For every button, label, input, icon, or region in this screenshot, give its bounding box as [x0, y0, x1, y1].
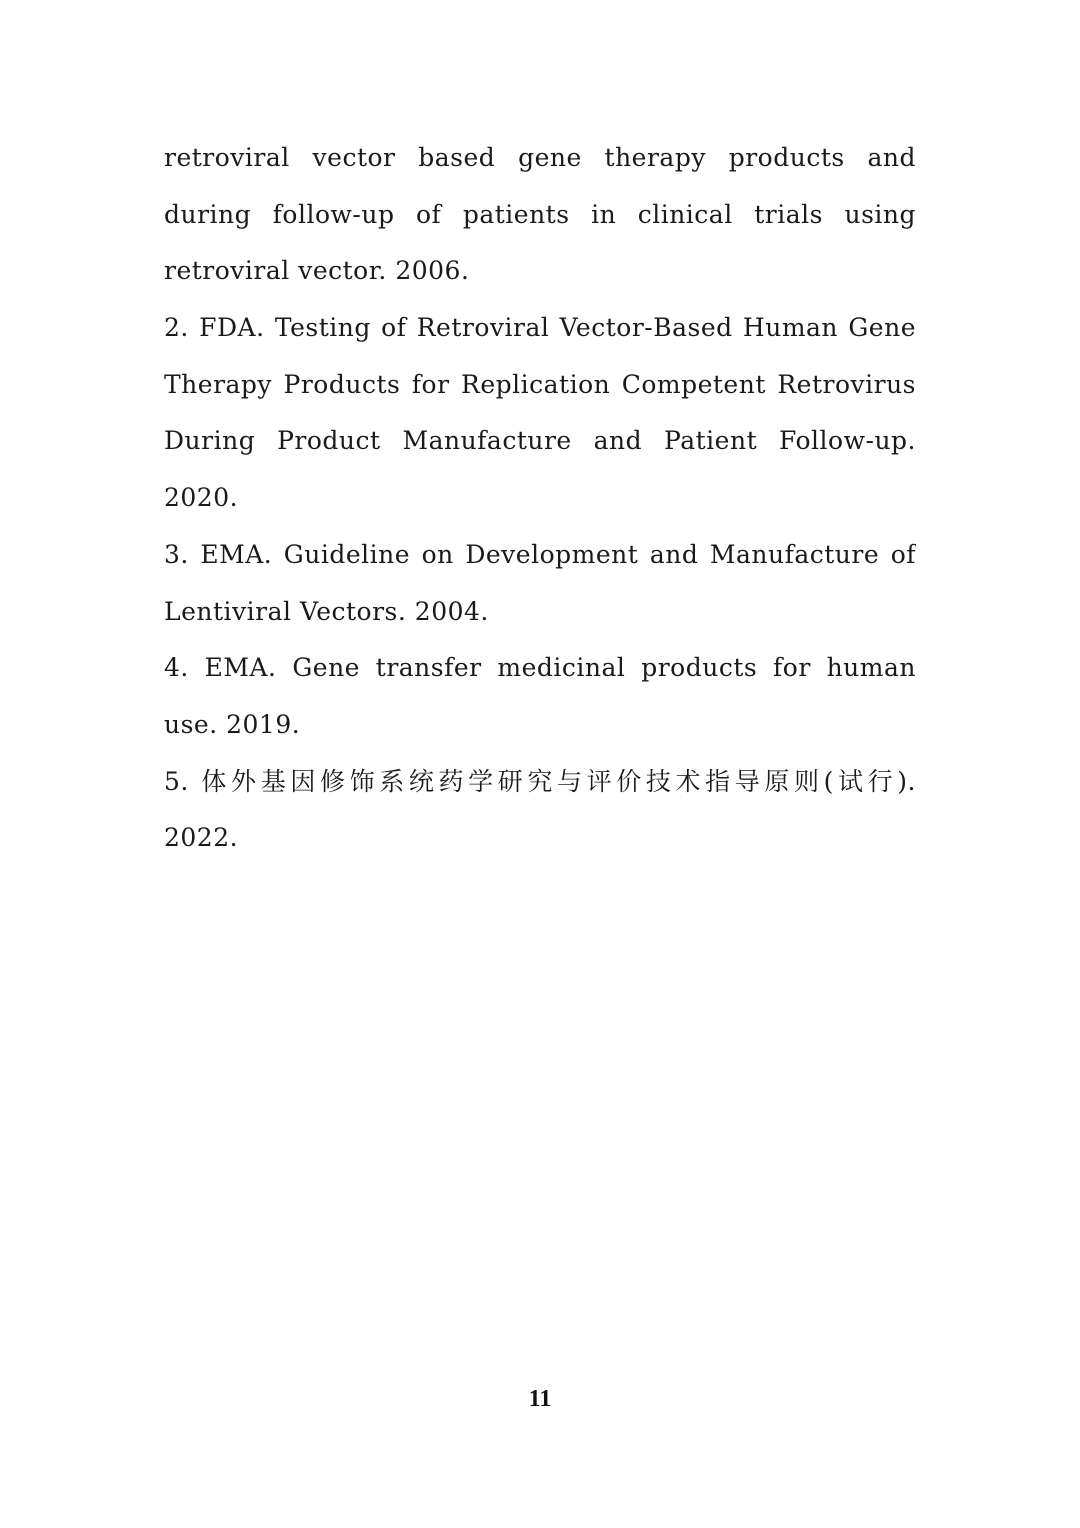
reference-line: During Product Manufacture and Patient Follow-up. [164, 426, 916, 456]
reference-line: retroviral vector. 2006. [164, 256, 470, 286]
reference-line: 2. FDA. Testing of Retroviral Vector-Based Human Gene [164, 313, 916, 343]
page-number: 11 [528, 1386, 552, 1412]
reference-line: Therapy Products for Replication Competent Retrovirus [164, 369, 916, 399]
reference-line: Lentiviral Vectors. 2004. [164, 596, 489, 626]
reference-line: during follow-up of patients in clinical trials using [164, 199, 916, 229]
reference-line: retroviral vector based gene therapy products and [164, 143, 916, 172]
reference-line: 3. EMA. Guideline on Development and Manufacture of [164, 539, 916, 569]
reference-line: 4. EMA. Gene transfer medicinal products for human [164, 653, 916, 683]
reference-line: 5. 体外基因修饰系统药学研究与评价技术指导原则(试行). [164, 766, 916, 796]
references-list [164, 130, 916, 867]
reference-line: 2020. [164, 483, 239, 513]
reference-line: 2022. [164, 823, 239, 853]
reference-line: use. 2019. [164, 709, 301, 739]
